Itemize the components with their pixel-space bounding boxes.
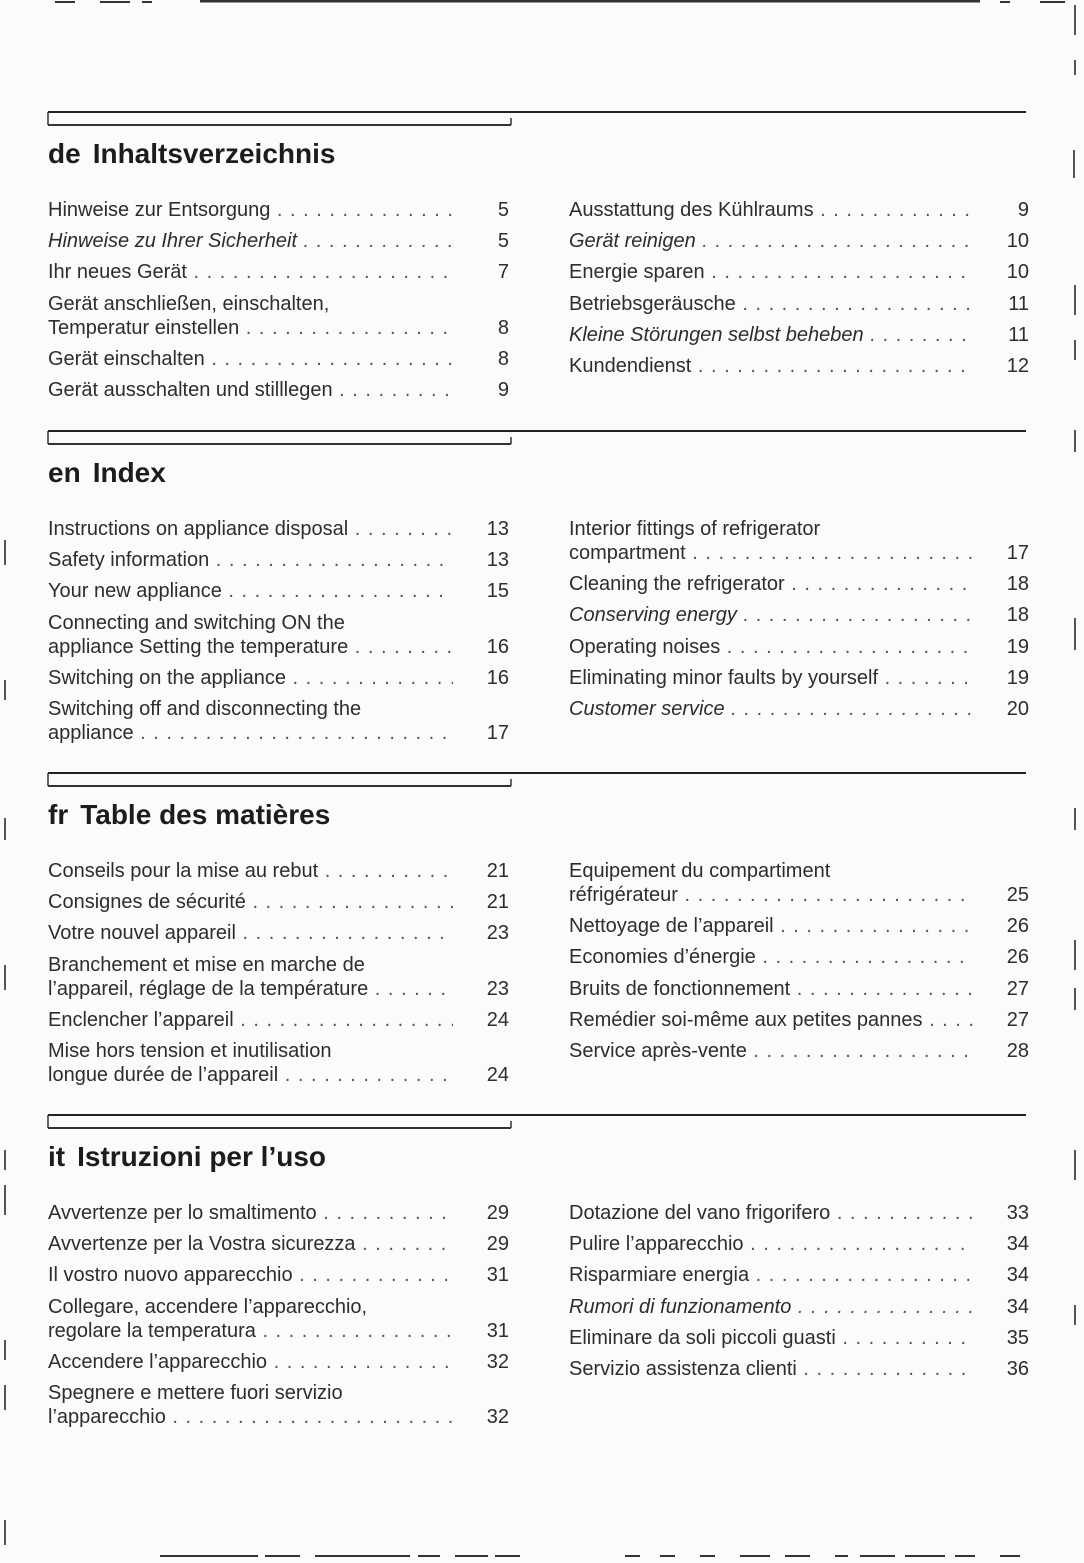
- page-number: 17: [486, 721, 509, 744]
- toc-entry: Gerät reinigen . . . 10: [569, 229, 1029, 253]
- toc-entry: Connecting and switching ON the appliance Setting the temperature . . . 16: [48, 611, 509, 659]
- page-number: 16: [486, 666, 509, 689]
- toc-right-column: [569, 1201, 1029, 1388]
- page-number: 21: [486, 891, 509, 914]
- section-rule: [46, 427, 1026, 447]
- page-number: 11: [1008, 323, 1029, 346]
- language-code: de: [48, 138, 81, 169]
- toc-section-de: [0, 108, 1084, 408]
- page-number: 21: [486, 860, 509, 882]
- toc-entry: Gerät anschließen, einschalten, Temperatur einstellen . . . 8: [48, 292, 509, 340]
- toc-entry: Kleine Störungen selbst beheben . . . 11: [569, 323, 1029, 347]
- toc-entry: Service après-vente . . . 28: [569, 1039, 1029, 1063]
- toc-entry: Conseils pour la mise au rebut . . . 21: [48, 859, 509, 883]
- toc-left-column: [48, 1201, 509, 1436]
- toc-entry: Cleaning the refrigerator . . . 18: [569, 572, 1029, 596]
- section-title: [48, 1141, 326, 1173]
- toc-entry: Kundendienst . . . 12: [569, 354, 1029, 378]
- section-title: [48, 138, 335, 170]
- toc-section-it: [0, 1111, 1084, 1451]
- page-number: 31: [486, 1319, 509, 1342]
- toc-entry: Spegnere e mettere fuori servizio l’apparecchio . . . 32: [48, 1381, 509, 1429]
- page-number: 9: [1017, 199, 1029, 221]
- page-number: 29: [486, 1202, 509, 1224]
- page-number: 25: [1006, 884, 1029, 906]
- toc-entry: Avvertenze per la Vostra sicurezza . . . 29: [48, 1232, 509, 1256]
- language-code: it: [48, 1141, 66, 1172]
- page-number: 29: [486, 1233, 509, 1256]
- page-number: 23: [486, 977, 509, 1000]
- toc-entry: Rumori di funzionamento . . . 34: [569, 1295, 1029, 1319]
- toc-entry: Equipement du compartiment réfrigérateur . . . 25: [569, 859, 1029, 907]
- page-number: 12: [1006, 354, 1029, 377]
- page-number: 10: [1006, 261, 1029, 284]
- toc-entry: Eliminating minor faults by yourself . . . 19: [569, 666, 1029, 690]
- toc-entry: Safety information . . . 13: [48, 548, 509, 572]
- toc-entry: Energie sparen . . . 10: [569, 260, 1029, 284]
- page-number: 23: [486, 922, 509, 945]
- toc-right-column: [569, 198, 1029, 385]
- toc-entry: Branchement et mise en marche de l’appareil, réglage de la température . . . 23: [48, 953, 509, 1001]
- toc-entry: Conserving energy . . . 18: [569, 603, 1029, 627]
- page-number: 35: [1006, 1326, 1029, 1349]
- toc-entry: Dotazione del vano frigorifero . . . 33: [569, 1201, 1029, 1225]
- page-number: 15: [486, 580, 509, 603]
- page-number: 34: [1006, 1233, 1029, 1256]
- page-number: 34: [1006, 1264, 1029, 1287]
- section-rule: [46, 108, 1026, 128]
- toc-right-column: [569, 859, 1029, 1070]
- section-heading: Table des matières: [80, 799, 331, 830]
- toc-entry: Betriebsgeräusche . . . 11: [569, 292, 1029, 316]
- section-heading: Index: [92, 457, 166, 488]
- page-number: 17: [1006, 542, 1029, 564]
- toc-entry: Accendere l’apparecchio . . . 32: [48, 1350, 509, 1374]
- page-number: 27: [1006, 977, 1029, 1000]
- page-number: 32: [486, 1350, 509, 1373]
- toc-entry: Consignes de sécurité . . . 21: [48, 890, 509, 914]
- toc-entry: Pulire l’apparecchio . . . 34: [569, 1232, 1029, 1256]
- page-number: 10: [1006, 230, 1029, 253]
- toc-entry: Operating noises . . . 19: [569, 635, 1029, 659]
- section-heading: Istruzioni per l’uso: [77, 1141, 327, 1172]
- section-heading: Inhaltsverzeichnis: [92, 138, 336, 169]
- toc-entry: Votre nouvel appareil . . . 23: [48, 921, 509, 945]
- page-number: 33: [1006, 1202, 1029, 1224]
- page-number: 11: [1008, 292, 1029, 315]
- page-number: 8: [497, 347, 509, 370]
- section-rule: [46, 769, 1026, 789]
- language-code: fr: [48, 799, 69, 830]
- toc-section-fr: [0, 769, 1084, 1109]
- section-rule: [46, 1111, 1026, 1131]
- page-number: 28: [1006, 1039, 1029, 1062]
- toc-section-en: [0, 427, 1084, 767]
- toc-entry: Collegare, accendere l’apparecchio, regolare la temperatura . . . 31: [48, 1295, 509, 1343]
- toc-entry: Nettoyage de l’appareil . . . 26: [569, 914, 1029, 938]
- page-number: 31: [486, 1264, 509, 1287]
- page-number: 7: [497, 261, 509, 284]
- toc-entry: Il vostro nuovo apparecchio . . . 31: [48, 1263, 509, 1287]
- page-number: 36: [1006, 1357, 1029, 1380]
- toc-entry: Customer service . . . 20: [569, 697, 1029, 721]
- toc-entry: Ihr neues Gerät . . . 7: [48, 260, 509, 284]
- toc-entry: Remédier soi-même aux petites pannes . . . 27: [569, 1008, 1029, 1032]
- toc-entry: Ausstattung des Kühlraums . . . 9: [569, 198, 1029, 222]
- toc-left-column: [48, 859, 509, 1094]
- page-number: 9: [497, 378, 509, 401]
- page-number: 5: [497, 230, 509, 253]
- page-number: 26: [1006, 915, 1029, 938]
- toc-entry: Gerät einschalten . . . 8: [48, 347, 509, 371]
- page-number: 5: [497, 199, 509, 221]
- page-number: 8: [497, 316, 509, 339]
- toc-entry: Enclencher l’appareil . . . 24: [48, 1008, 509, 1032]
- toc-entry: Hinweise zur Entsorgung . . . 5: [48, 198, 509, 222]
- page-number: 19: [1006, 635, 1029, 658]
- page-number: 27: [1006, 1008, 1029, 1031]
- page-number: 24: [486, 1063, 509, 1086]
- toc-entry: Mise hors tension et inutilisation longue durée de l’appareil . . . 24: [48, 1039, 509, 1087]
- toc-entry: Interior fittings of refrigerator compartment . . . 17: [569, 517, 1029, 565]
- toc-entry: Risparmiare energia . . . 34: [569, 1263, 1029, 1287]
- toc-entry: Servizio assistenza clienti . . . 36: [569, 1357, 1029, 1381]
- toc-entry: Gerät ausschalten und stilllegen . . . 9: [48, 378, 509, 402]
- toc-entry: Hinweise zu Ihrer Sicherheit . . . 5: [48, 229, 509, 253]
- page-number: 18: [1006, 604, 1029, 627]
- section-title: [48, 457, 166, 489]
- toc-left-column: [48, 198, 509, 409]
- page-number: 20: [1006, 697, 1029, 720]
- toc-entry: Eliminare da soli piccoli guasti . . . 35: [569, 1326, 1029, 1350]
- toc-right-column: [569, 517, 1029, 728]
- toc-entry: Switching off and disconnecting the appliance . . . 17: [48, 697, 509, 745]
- toc-entry: Switching on the appliance . . . 16: [48, 666, 509, 690]
- language-code: en: [48, 457, 81, 488]
- page-number: 24: [486, 1008, 509, 1031]
- toc-entry: Avvertenze per lo smaltimento . . . 29: [48, 1201, 509, 1225]
- page-number: 34: [1006, 1295, 1029, 1318]
- toc-left-column: [48, 517, 509, 752]
- page-number: 13: [486, 549, 509, 572]
- toc-entry: Your new appliance . . . 15: [48, 579, 509, 603]
- page-number: 16: [486, 635, 509, 658]
- page-number: 13: [486, 518, 509, 540]
- page-number: 18: [1006, 573, 1029, 596]
- section-title: [48, 799, 330, 831]
- page-number: 26: [1006, 946, 1029, 969]
- toc-entry: Bruits de fonctionnement . . . 27: [569, 977, 1029, 1001]
- toc-entry: Economies d’énergie . . . 26: [569, 945, 1029, 969]
- page-number: 19: [1006, 666, 1029, 689]
- page-number: 32: [486, 1405, 509, 1428]
- scan-bottom-edge-marks: [0, 1548, 1084, 1563]
- scan-top-edge-marks: [0, 0, 1084, 12]
- toc-entry: Instructions on appliance disposal . . . 13: [48, 517, 509, 541]
